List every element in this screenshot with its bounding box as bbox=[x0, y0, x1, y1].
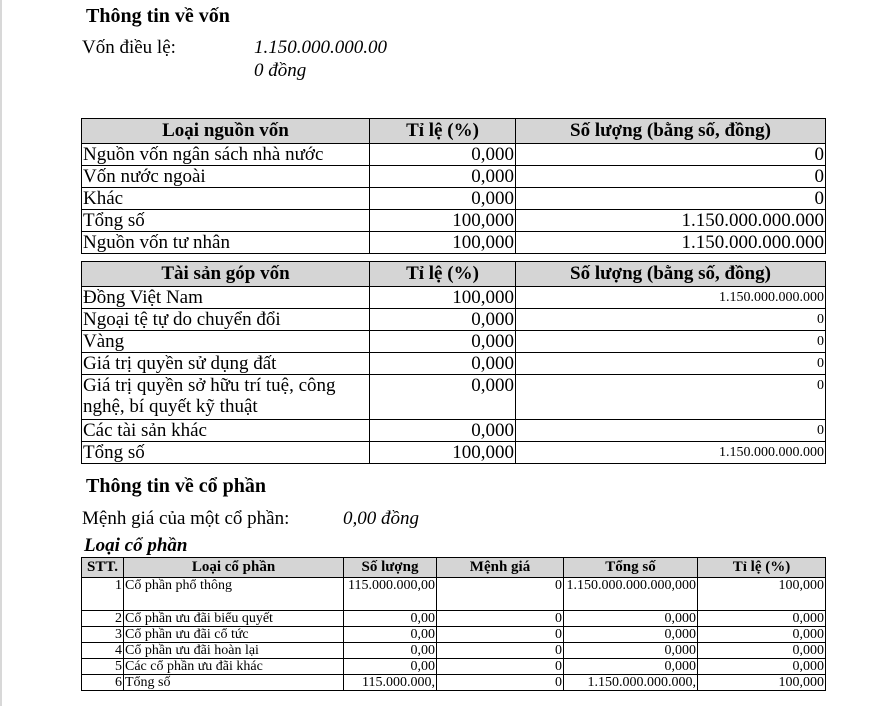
table-row bbox=[82, 353, 826, 375]
column-header: Tỉ lệ (%) bbox=[698, 558, 826, 578]
page-edge bbox=[0, 0, 2, 706]
source-name: Nguồn vốn tư nhân bbox=[82, 232, 370, 254]
par-value-label: Mệnh giá của một cổ phần: bbox=[82, 508, 290, 529]
share-quantity: 0,00 bbox=[344, 627, 437, 643]
capital-heading: Thông tin về vốn bbox=[86, 5, 230, 27]
share-index: 4 bbox=[82, 643, 124, 659]
share-ratio: 0,000 bbox=[698, 627, 826, 643]
share-ratio: 0,000 bbox=[698, 659, 826, 675]
table-row bbox=[82, 375, 826, 420]
share-par-value: 0 bbox=[437, 627, 564, 643]
share-par-value: 0 bbox=[437, 611, 564, 627]
share-quantity: 115.000.000,00 bbox=[344, 578, 437, 611]
table-row bbox=[82, 675, 826, 691]
source-name: Khác bbox=[82, 188, 370, 210]
column-header: STT. bbox=[82, 558, 124, 578]
share-ratio: 0,000 bbox=[698, 611, 826, 627]
source-name: Nguồn vốn ngân sách nhà nước bbox=[82, 144, 370, 166]
share-quantity: 0,00 bbox=[344, 611, 437, 627]
source-amount: 1.150.000.000.000 bbox=[516, 210, 826, 232]
asset-ratio: 0,000 bbox=[370, 309, 516, 331]
asset-ratio: 100,000 bbox=[370, 287, 516, 309]
source-ratio: 0,000 bbox=[370, 188, 516, 210]
column-header: Loại cổ phần bbox=[124, 558, 344, 578]
asset-amount: 0 bbox=[516, 420, 826, 442]
share-ratio: 0,000 bbox=[698, 643, 826, 659]
contributed-assets-table bbox=[81, 261, 826, 464]
table-row bbox=[82, 309, 826, 331]
table-row bbox=[82, 659, 826, 675]
share-total: 0,000 bbox=[564, 611, 698, 627]
table-row bbox=[82, 287, 826, 309]
share-par-value: 0 bbox=[437, 643, 564, 659]
share-index: 3 bbox=[82, 627, 124, 643]
table-row bbox=[82, 643, 826, 659]
table-header-row bbox=[82, 119, 826, 144]
asset-amount: 0 bbox=[516, 309, 826, 331]
share-total: 1.150.000.000.000, bbox=[564, 675, 698, 691]
source-amount: 0 bbox=[516, 144, 826, 166]
asset-name: Vàng bbox=[82, 331, 370, 353]
column-header: Số lượng bbox=[344, 558, 437, 578]
asset-amount: 1.150.000.000.000 bbox=[516, 287, 826, 309]
share-ratio: 100,000 bbox=[698, 578, 826, 611]
share-quantity: 115.000.000, bbox=[344, 675, 437, 691]
asset-name: Giá trị quyền sở hữu trí tuệ, công nghệ, bí quyết kỹ thuật bbox=[82, 375, 370, 420]
table-row bbox=[82, 166, 826, 188]
column-header: Tỉ lệ (%) bbox=[370, 262, 516, 287]
capital-sources-table bbox=[81, 118, 826, 254]
share-type: Cổ phần ưu đãi biểu quyết bbox=[124, 611, 344, 627]
share-quantity: 0,00 bbox=[344, 643, 437, 659]
table-header-row bbox=[82, 558, 826, 578]
source-ratio: 0,000 bbox=[370, 166, 516, 188]
column-header: Tổng số bbox=[564, 558, 698, 578]
asset-name: Ngoại tệ tự do chuyển đổi bbox=[82, 309, 370, 331]
charter-capital-label: Vốn điều lệ: bbox=[82, 37, 176, 58]
share-par-value: 0 bbox=[437, 675, 564, 691]
asset-amount: 0 bbox=[516, 353, 826, 375]
share-type: Các cổ phần ưu đãi khác bbox=[124, 659, 344, 675]
table-row bbox=[82, 627, 826, 643]
table-row bbox=[82, 331, 826, 353]
share-ratio: 100,000 bbox=[698, 675, 826, 691]
asset-amount: 1.150.000.000.000 bbox=[516, 442, 826, 464]
column-header: Số lượng (bằng số, đồng) bbox=[516, 262, 826, 287]
share-index: 5 bbox=[82, 659, 124, 675]
charter-capital-value-line1: 1.150.000.000.00 bbox=[254, 37, 387, 58]
asset-amount: 0 bbox=[516, 331, 826, 353]
asset-ratio: 0,000 bbox=[370, 375, 516, 420]
table-row bbox=[82, 442, 826, 464]
share-par-value: 0 bbox=[437, 578, 564, 611]
share-index: 6 bbox=[82, 675, 124, 691]
asset-ratio: 0,000 bbox=[370, 353, 516, 375]
share-total: 1.150.000.000.000,000 bbox=[564, 578, 698, 611]
asset-name: Các tài sản khác bbox=[82, 420, 370, 442]
share-par-value: 0 bbox=[437, 659, 564, 675]
source-amount: 0 bbox=[516, 188, 826, 210]
column-header: Số lượng (bằng số, đồng) bbox=[516, 119, 826, 144]
asset-ratio: 100,000 bbox=[370, 442, 516, 464]
share-index: 1 bbox=[82, 578, 124, 611]
source-ratio: 100,000 bbox=[370, 210, 516, 232]
share-types-title: Loại cổ phần bbox=[84, 535, 188, 556]
asset-name: Tổng số bbox=[82, 442, 370, 464]
source-ratio: 0,000 bbox=[370, 144, 516, 166]
share-index: 2 bbox=[82, 611, 124, 627]
table-row bbox=[82, 232, 826, 254]
table-row bbox=[82, 188, 826, 210]
par-value: 0,00 đồng bbox=[343, 508, 419, 529]
share-total: 0,000 bbox=[564, 627, 698, 643]
charter-capital-value-line2: 0 đồng bbox=[254, 60, 307, 81]
column-header: Tài sản góp vốn bbox=[82, 262, 370, 287]
share-types-table bbox=[81, 557, 826, 691]
share-type: Tổng số bbox=[124, 675, 344, 691]
table-row bbox=[82, 611, 826, 627]
share-type: Cổ phần ưu đãi hoàn lại bbox=[124, 643, 344, 659]
source-ratio: 100,000 bbox=[370, 232, 516, 254]
source-amount: 0 bbox=[516, 166, 826, 188]
share-total: 0,000 bbox=[564, 659, 698, 675]
shares-heading: Thông tin về cổ phần bbox=[86, 475, 267, 497]
source-amount: 1.150.000.000.000 bbox=[516, 232, 826, 254]
asset-amount: 0 bbox=[516, 375, 826, 420]
asset-ratio: 0,000 bbox=[370, 331, 516, 353]
share-type: Cổ phần phổ thông bbox=[124, 578, 344, 611]
asset-name: Giá trị quyền sử dụng đất bbox=[82, 353, 370, 375]
column-header: Tỉ lệ (%) bbox=[370, 119, 516, 144]
source-name: Tổng số bbox=[82, 210, 370, 232]
table-row bbox=[82, 210, 826, 232]
asset-ratio: 0,000 bbox=[370, 420, 516, 442]
column-header: Loại nguồn vốn bbox=[82, 119, 370, 144]
table-row bbox=[82, 578, 826, 611]
share-quantity: 0,00 bbox=[344, 659, 437, 675]
table-header-row bbox=[82, 262, 826, 287]
asset-name: Đồng Việt Nam bbox=[82, 287, 370, 309]
column-header: Mệnh giá bbox=[437, 558, 564, 578]
share-type: Cổ phần ưu đãi cổ tức bbox=[124, 627, 344, 643]
share-total: 0,000 bbox=[564, 643, 698, 659]
source-name: Vốn nước ngoài bbox=[82, 166, 370, 188]
table-row bbox=[82, 144, 826, 166]
table-row bbox=[82, 420, 826, 442]
